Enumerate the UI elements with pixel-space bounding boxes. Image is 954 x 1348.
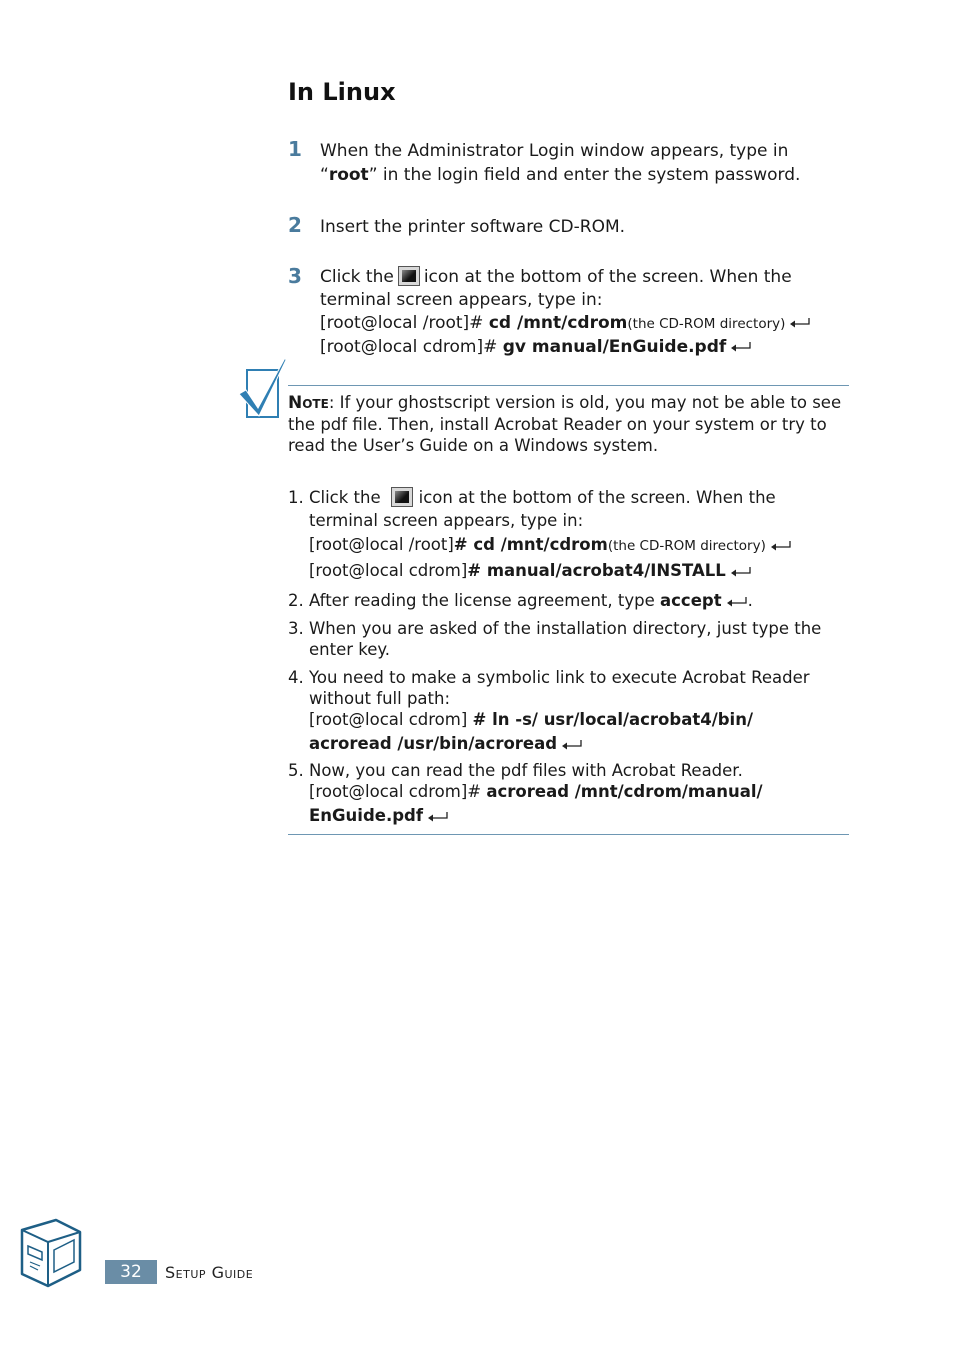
list-item-1-line-1 <box>288 487 848 508</box>
root-keyword: root <box>328 165 369 185</box>
list-item-3 <box>288 618 848 660</box>
command: # manual/acrobat4/INSTALL <box>467 561 726 580</box>
page-title: In Linux <box>288 78 396 106</box>
list-item-4-command-cont <box>288 733 848 754</box>
list-item-2 <box>288 590 848 611</box>
enter-key-icon <box>726 596 748 608</box>
note-label: Note <box>288 393 329 413</box>
note-text: : If your ghostscript version is old, you may not be able to see the pdf file. Then, install Acrobat Reader on your system or try to read the User’s Guide on a Windows system. <box>288 393 842 455</box>
command: # ln -s/ usr/local/acrobat4/bin/ <box>472 710 753 729</box>
list-item-1-line-2: terminal screen appears, type in: <box>309 511 584 530</box>
command: acroread /mnt/cdrom/manual/ <box>486 782 763 801</box>
terminal-icon <box>391 487 413 507</box>
step-3-click-the: Click the <box>320 267 394 287</box>
enter-key-icon <box>789 317 811 329</box>
prompt: [root@local cdrom]# <box>320 337 503 357</box>
step-3-command-2 <box>320 336 860 359</box>
command: EnGuide.pdf <box>309 806 424 825</box>
list-item-4-command <box>288 709 848 730</box>
list-item-5-command-cont <box>288 805 848 826</box>
list-item-1-command-2 <box>288 560 848 581</box>
list-item-2-text: 2. After reading the license agreement, type <box>288 591 660 610</box>
list-item-3-line-1: 3. When you are asked of the installation directory, just type the <box>288 619 822 638</box>
command-note: (the CD-ROM directory) <box>607 538 766 554</box>
enter-key-icon <box>561 739 583 751</box>
step-1-text <box>320 139 850 187</box>
list-item-4 <box>288 667 848 754</box>
enter-key-icon <box>770 540 792 552</box>
prompt: [root@local cdrom] <box>309 710 473 729</box>
list-item-5-command <box>288 781 848 802</box>
step-3-text <box>320 266 860 359</box>
note-top-rule <box>288 385 849 386</box>
command: cd /mnt/cdrom <box>488 313 628 333</box>
command: # cd /mnt/cdrom <box>453 535 608 554</box>
note-checkmark-icon <box>236 356 290 420</box>
note-bottom-rule <box>288 834 849 835</box>
quote-open: “ <box>320 165 329 185</box>
list-item-4-line-1: 4. You need to make a symbolic link to execute Acrobat Reader <box>288 668 810 687</box>
prompt: [root@local /root]# <box>320 313 489 333</box>
list-item-3-line-2: enter key. <box>309 640 391 659</box>
step-number: 1 <box>288 137 302 161</box>
step-3-line-1 <box>320 266 860 289</box>
list-item-4-line-2: without full path: <box>309 689 451 708</box>
printer-icon <box>16 1216 84 1290</box>
step-1-line-2 <box>320 163 850 187</box>
step-3-line-2: terminal screen appears, type in: <box>320 290 603 310</box>
step-1-line-2-rest: ” in the login field and enter the system password. <box>368 165 801 185</box>
command: acroread /usr/bin/acroread <box>309 734 558 753</box>
list-item-1-command-1 <box>288 534 848 557</box>
step-number: 3 <box>288 264 302 288</box>
step-1-line-1: When the Administrator Login window appears, type in <box>320 141 789 161</box>
step-2-text: Insert the printer software CD-ROM. <box>320 217 626 237</box>
page-number: 32 <box>105 1260 157 1284</box>
note-block <box>288 392 848 456</box>
prompt: [root@local cdrom] <box>309 561 468 580</box>
list-item-1 <box>288 487 848 581</box>
accept-keyword: accept <box>660 591 722 610</box>
list-item-1-click: 1. Click the <box>288 488 381 507</box>
list-item-1-rest: icon at the bottom of the screen. When the <box>418 488 776 507</box>
enter-key-icon <box>427 811 449 823</box>
list-item-5 <box>288 760 848 826</box>
step-3-line-1-rest: icon at the bottom of the screen. When the <box>423 267 792 287</box>
enter-key-icon <box>730 341 752 353</box>
terminal-icon <box>398 266 420 286</box>
step-number: 2 <box>288 213 302 237</box>
step-3-command-1 <box>320 312 860 336</box>
enter-key-icon <box>730 566 752 578</box>
list-item-2-period: . <box>747 591 753 610</box>
list-item-5-line-1: 5. Now, you can read the pdf files with Acrobat Reader. <box>288 761 743 780</box>
prompt: [root@local cdrom]# <box>309 782 487 801</box>
prompt: [root@local /root] <box>309 535 454 554</box>
command: gv manual/EnGuide.pdf <box>502 337 727 357</box>
footer-label: Setup Guide <box>165 1263 254 1282</box>
command-note: (the CD-ROM directory) <box>627 316 786 332</box>
